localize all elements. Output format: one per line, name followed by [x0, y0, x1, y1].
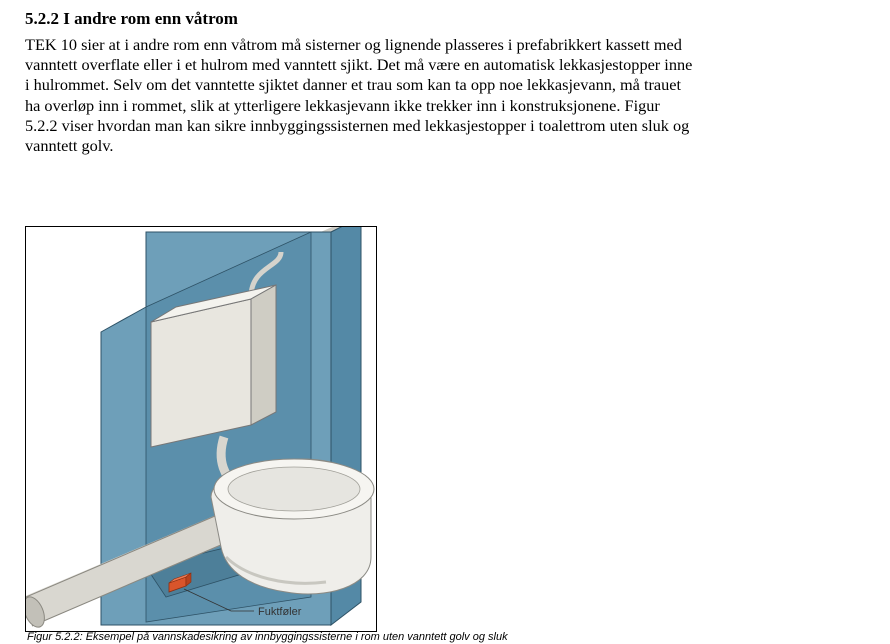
body-line: ha overløp inn i rommet, slik at ytterligere lekkasjevann ikke trekker inn i konstruksjonene. Figur	[25, 95, 660, 115]
figure-illustration	[25, 226, 377, 632]
cistern-installation-illustration	[26, 227, 376, 631]
body-line: vanntett overflate eller i et hulrom med vanntett sjikt. Det må være en automatisk lekkasjestopper inne	[25, 55, 693, 75]
section-heading: 5.2.2 I andre rom enn våtrom	[25, 9, 238, 28]
body-line: vanntett golv.	[25, 136, 114, 156]
body-line: 5.2.2 viser hvordan man kan sikre innbyggingssisternen med lekkasjestopper i toalettrom uten sluk og	[25, 115, 690, 135]
body-line: TEK 10 sier at i andre rom enn våtrom må sisterner og lignende plasseres i prefabrikkert kassett med	[25, 35, 682, 54]
cistern-side	[251, 285, 276, 425]
toilet-lid-ring	[228, 467, 360, 511]
sensor-label: Fuktføler	[258, 606, 302, 618]
cistern-front	[151, 299, 251, 447]
figure-caption: Figur 5.2.2: Eksempel på vannskadesikring av innbyggingssisterne i rom uten vanntett golv og sluk	[27, 631, 508, 643]
section-body	[25, 35, 875, 156]
body-line: i hulrommet. Selv om det vanntette sjiktet danner et trau som kan ta opp noe lekkasjevann, må trauet	[25, 75, 682, 95]
